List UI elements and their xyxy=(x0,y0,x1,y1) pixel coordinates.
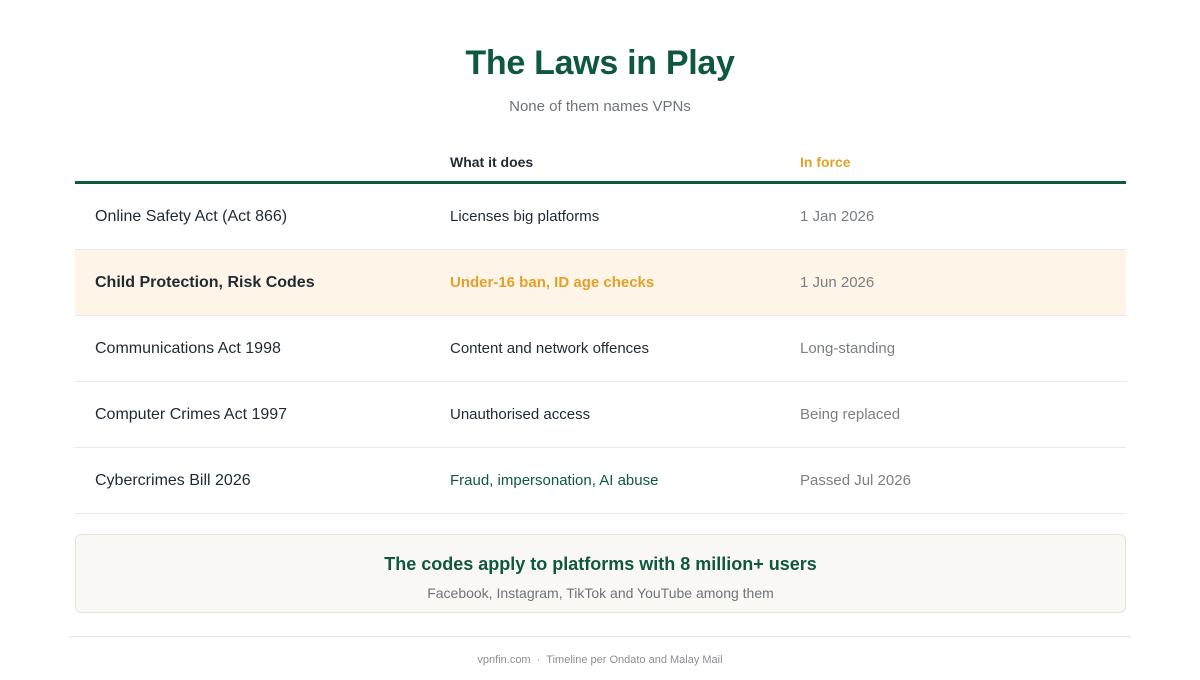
law-description: Under-16 ban, ID age checks xyxy=(450,274,655,291)
callout-subtitle: Facebook, Instagram, TikTok and YouTube among them xyxy=(427,585,774,601)
footer-source: Timeline per Ondato and Malay Mail xyxy=(546,654,723,666)
law-in-force: 1 Jan 2026 xyxy=(800,208,875,225)
law-in-force: Passed Jul 2026 xyxy=(800,472,911,489)
law-description: Unauthorised access xyxy=(450,406,591,423)
table-row-highlighted xyxy=(75,250,1126,316)
law-name: Online Safety Act (Act 866) xyxy=(95,208,288,225)
column-header-in-force: In force xyxy=(800,154,851,170)
footer-site: vpnfin.com xyxy=(477,654,531,666)
law-description: Licenses big platforms xyxy=(450,208,600,225)
law-description: Content and network offences xyxy=(450,340,650,357)
page-title: The Laws in Play xyxy=(465,44,735,82)
table-row xyxy=(75,382,1126,448)
page-subtitle: None of them names VPNs xyxy=(509,98,691,115)
law-description: Fraud, impersonation, AI abuse xyxy=(450,472,659,489)
law-name: Computer Crimes Act 1997 xyxy=(95,406,288,423)
law-in-force: Being replaced xyxy=(800,406,901,423)
column-header-what-it-does: What it does xyxy=(450,154,534,170)
law-name: Child Protection, Risk Codes xyxy=(95,274,315,291)
table-header xyxy=(75,148,1126,184)
table-row xyxy=(75,316,1126,382)
callout-title: The codes apply to platforms with 8 million+ users xyxy=(384,554,817,574)
callout-box xyxy=(75,534,1126,613)
law-name: Cybercrimes Bill 2026 xyxy=(95,472,251,489)
table-row xyxy=(75,184,1126,250)
table-row xyxy=(75,448,1126,514)
laws-table xyxy=(75,148,1126,514)
footer-divider xyxy=(70,636,1131,637)
law-in-force: 1 Jun 2026 xyxy=(800,274,875,291)
footer xyxy=(0,654,1200,666)
law-in-force: Long-standing xyxy=(800,340,896,357)
law-name: Communications Act 1998 xyxy=(95,340,281,357)
footer-separator: · xyxy=(536,654,541,666)
